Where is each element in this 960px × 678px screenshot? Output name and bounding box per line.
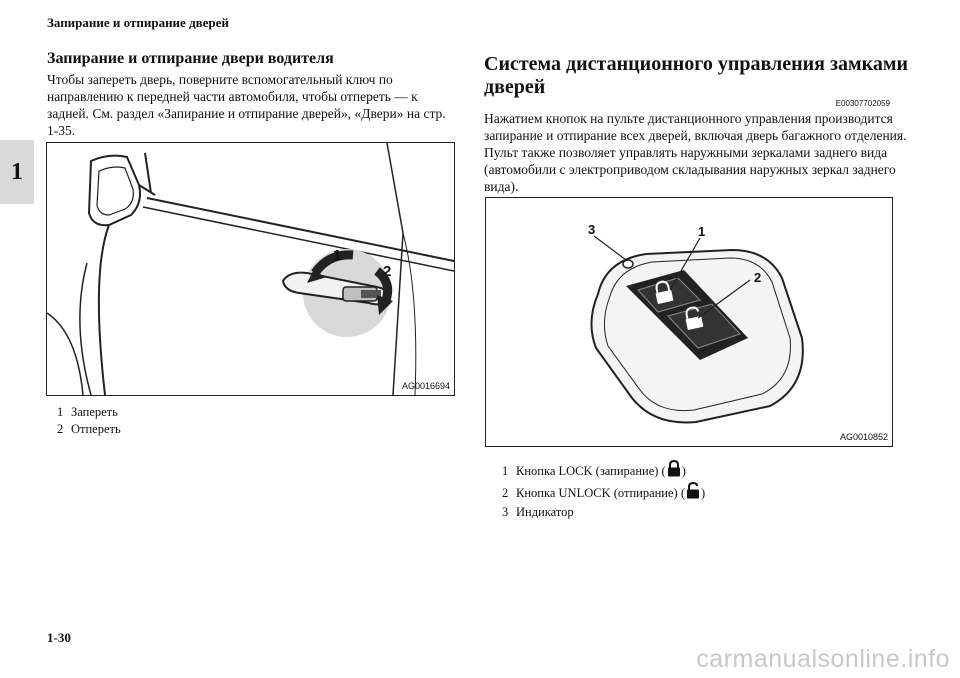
legend-text-close: ): [701, 485, 706, 500]
section-heading-driver-door: Запирание и отпирание двери водителя: [47, 50, 334, 67]
legend-text: Отпереть: [71, 422, 121, 436]
legend-driver-door: [57, 404, 121, 438]
legend-number: 1: [502, 463, 509, 478]
legend-text: Индикатор: [516, 505, 574, 519]
heading-line-1: Система дистанционного управления замками: [484, 53, 908, 75]
legend-number: 3: [502, 505, 509, 519]
figure-code: AG0010852: [839, 432, 888, 442]
legend-text: Кнопка UNLOCK (отпирание) (: [516, 485, 685, 500]
legend-remote: [502, 460, 705, 521]
legend-item: [57, 421, 121, 438]
callout-1: 1: [333, 247, 342, 264]
legend-number: 1: [57, 405, 64, 419]
right-section: [484, 53, 914, 195]
legend-item: [502, 504, 705, 521]
callout-2: 2: [383, 263, 392, 280]
section-body-driver-door: Чтобы запереть дверь, поверните вспомогательный ключ по направлению к передней части автомобиля, чтобы отпереть — к задней. См. раздел «Запирание и отпирание дверей», «Двери» на стр. 1-35.: [47, 72, 446, 139]
callout-1: 1: [698, 224, 706, 239]
left-section: [47, 50, 447, 139]
lock-closed-icon: [667, 460, 681, 482]
figure-code: AG0016694: [401, 381, 450, 391]
chapter-tab: [0, 140, 34, 204]
legend-item: [502, 482, 705, 504]
callout-2: 2: [754, 270, 762, 285]
chapter-number: 1: [11, 158, 23, 185]
legend-item: [502, 460, 705, 482]
legend-text-close: ): [681, 463, 686, 478]
section-code: E00307702059: [835, 99, 890, 108]
legend-number: 2: [57, 422, 64, 436]
remote-key-illustration: [486, 198, 892, 446]
watermark: carmanualsonline.info: [696, 645, 950, 673]
callout-3: 3: [588, 222, 596, 237]
door-handle-illustration: [47, 143, 454, 395]
page-number: 1-30: [47, 630, 71, 645]
legend-text: Запереть: [71, 405, 118, 419]
section-heading-remote: [484, 53, 914, 99]
lock-open-icon: [686, 482, 700, 504]
section-body-remote: Нажатием кнопок на пульте дистанционного управления производится запирание и отпирание всех дверей, включая дверь багажного отделения. Пульт также позволяет управлять наружными зеркалами заднего вида (автомобили с электроприводом складывания наружных зеркал заднего вида).: [484, 111, 907, 194]
legend-text: Кнопка LOCK (запирание) (: [516, 463, 666, 478]
legend-item: [57, 404, 121, 421]
legend-number: 2: [502, 485, 509, 500]
running-header: Запирание и отпирание дверей: [47, 15, 229, 30]
figure-remote-key: [485, 197, 893, 447]
heading-line-2: дверей: [484, 76, 546, 98]
figure-door-handle: [46, 142, 455, 396]
